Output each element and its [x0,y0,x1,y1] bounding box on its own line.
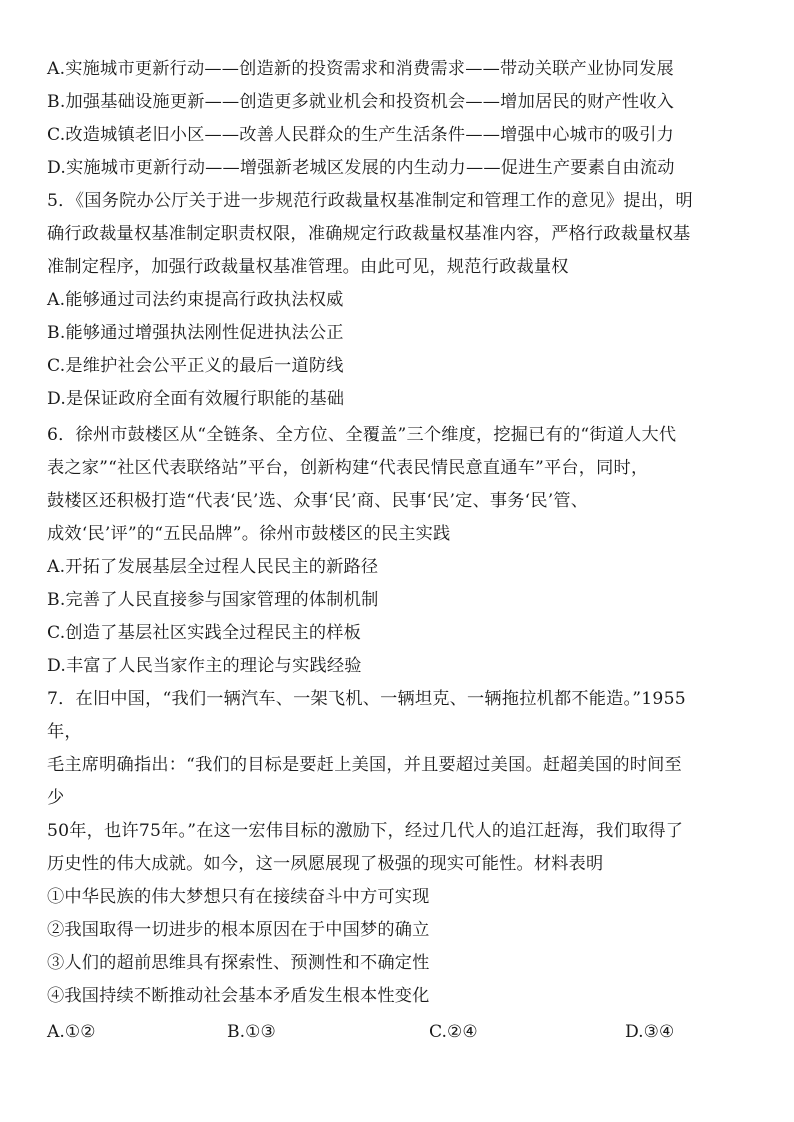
choice-a: A.①② [47,1022,96,1042]
option-d: D.丰富了人民当家作主的理论与实践经验 [47,656,362,676]
statement-3: ③人们的超前思维具有探索性、预测性和不确定性 [47,953,430,973]
question-stem-line: 成效‘民’评”的“五民品牌”。徐州市鼓楼区的民主实践 [47,524,451,544]
statement-1: ①中华民族的伟大梦想只有在接续奋斗中方可实现 [47,887,430,907]
question-stem-line: 鼓楼区还积极打造“代表‘民’选、众事‘民’商、民事‘民’定、事务‘民’管、 [47,491,589,511]
question-stem-line: 毛主席明确指出：“我们的目标是要赶上美国，并且要超过美国。赶超美国的时间至 [47,755,682,775]
question-stem-line: 5．《国务院办公厅关于进一步规范行政裁量权基准制定和管理工作的意见》提出，明 [47,191,693,211]
question-6 [47,419,727,683]
choice-b: B.①③ [227,1022,276,1042]
exam-page [47,53,727,1049]
option-c: C.创造了基层社区实践全过程民主的样板 [47,623,361,643]
question-stem-line: 年， [47,722,82,742]
option-a: A.开拓了发展基层全过程人民民主的新路径 [47,557,379,577]
question-stem-line: 7．在旧中国，“我们一辆汽车、一架飞机、一辆坦克、一辆拖拉机都不能造。”1955 [47,689,686,709]
option-d: D.实施城市更新行动——增强新老城区发展的内生动力——促进生产要素自由流动 [47,158,675,178]
option-d: D.是保证政府全面有效履行职能的基础 [47,389,345,409]
question-stem-line: 少 [47,788,65,808]
question-4-options [47,53,727,185]
choice-c: C.②④ [429,1022,478,1042]
question-stem-line: 表之家”“社区代表联络站”平台，创新构建“代表民情民意直通车”平台，同时， [47,458,649,478]
option-b: B.加强基础设施更新——创造更多就业机会和投资机会——增加居民的财产性收入 [47,92,675,112]
question-5 [47,185,727,416]
option-b: B.能够通过增强执法刚性促进执法公正 [47,323,344,343]
question-stem-line: 准制定程序，加强行政裁量权基准管理。由此可见，规范行政裁量权 [47,257,569,277]
answer-choices [47,1016,727,1049]
choice-d: D.③④ [625,1022,675,1042]
option-c: C.是维护社会公平正义的最后一道防线 [47,356,344,376]
option-c: C.改造城镇老旧小区——改善人民群众的生产生活条件——增强中心城市的吸引力 [47,125,674,145]
question-stem-line: 历史性的伟大成就。如今，这一夙愿展现了极强的现实可能性。材料表明 [47,854,604,874]
question-stem-line: 6．徐州市鼓楼区从“全链条、全方位、全覆盖”三个维度，挖掘已有的“街道人大代 [47,425,677,445]
statement-4: ④我国持续不断推动社会基本矛盾发生根本性变化 [47,986,430,1006]
question-7 [47,683,727,1049]
option-a: A.能够通过司法约束提高行政执法权威 [47,290,344,310]
option-a: A.实施城市更新行动——创造新的投资需求和消费需求——带动关联产业协同发展 [47,59,674,79]
option-b: B.完善了人民直接参与国家管理的体制机制 [47,590,379,610]
question-stem-line: 50年，也许75年。”在这一宏伟目标的激励下，经过几代人的追江赶海，我们取得了 [47,821,684,841]
statement-2: ②我国取得一切进步的根本原因在于中国梦的确立 [47,920,430,940]
question-stem-line: 确行政裁量权基准制定职责权限，准确规定行政裁量权基准内容，严格行政裁量权基 [47,224,691,244]
